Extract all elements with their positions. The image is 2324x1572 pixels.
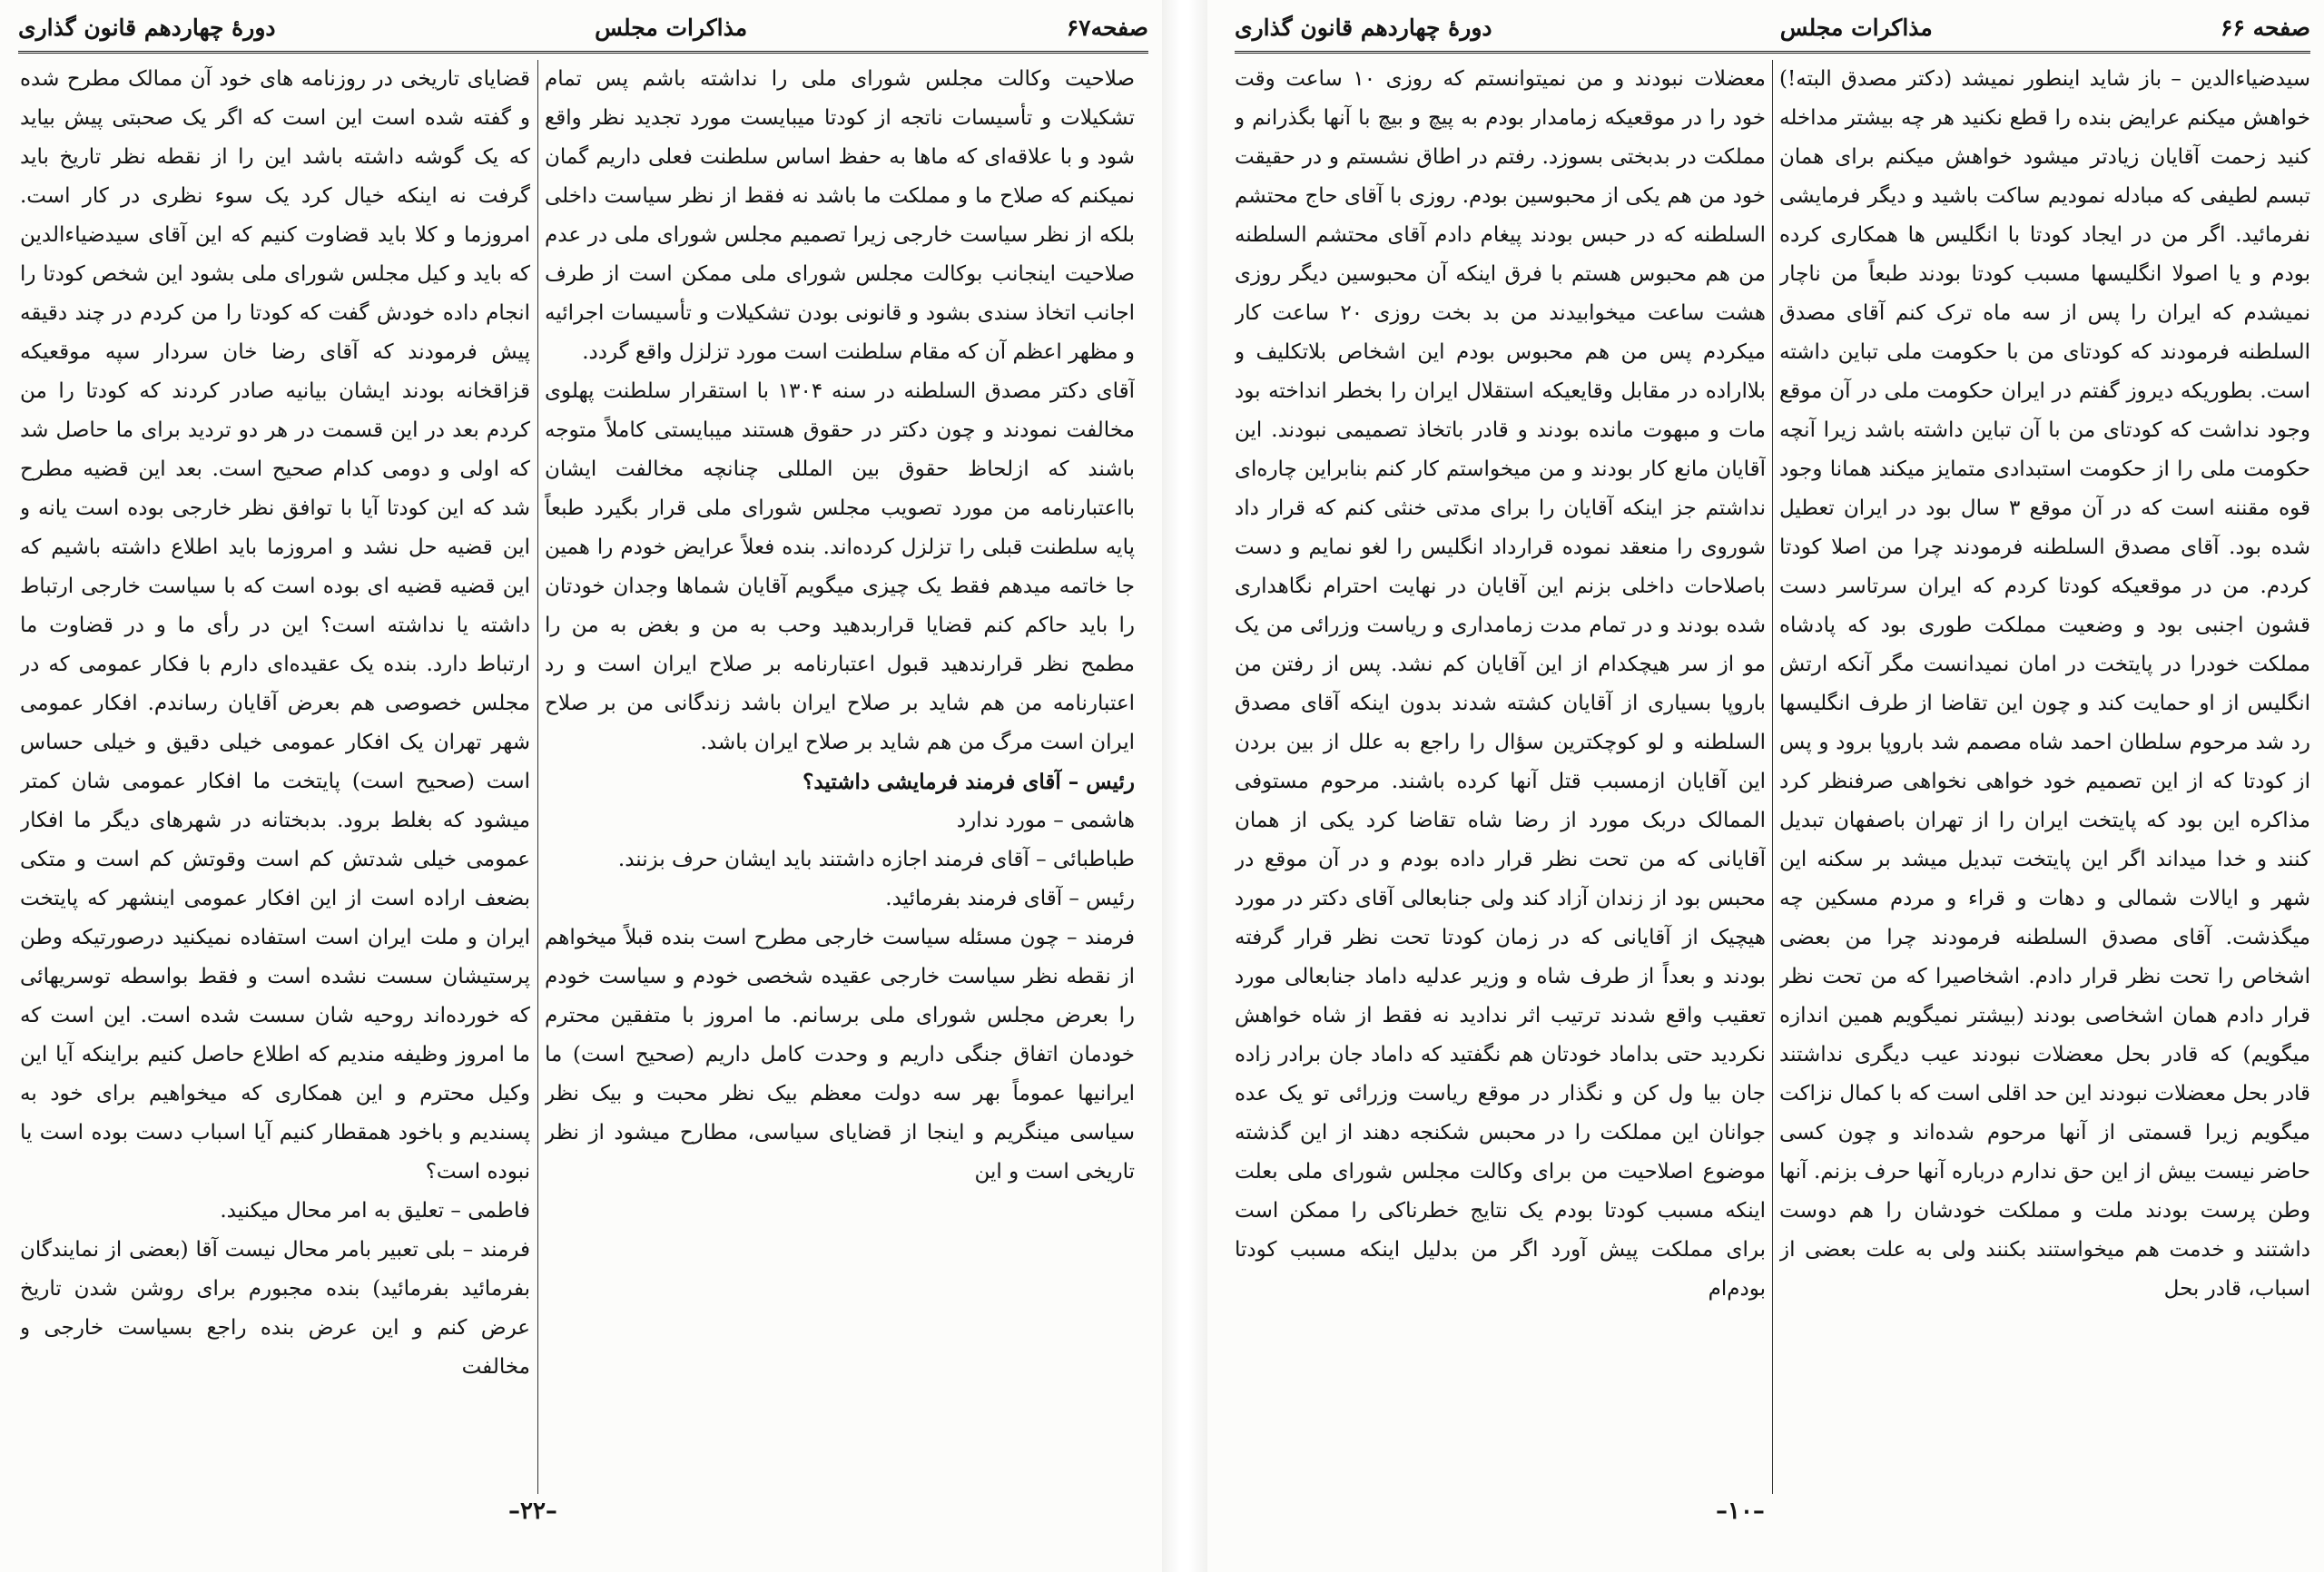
left-page-title: دورهٔ چهاردهم قانون گذاری: [18, 14, 276, 41]
right-page-title: دورهٔ چهاردهم قانون گذاری: [1235, 14, 1492, 41]
right-page-column-left: [1235, 60, 1766, 1476]
paragraph: فرمند – چون مسئله سیاست خارجی مطرح است بنده قبلاً میخواهم از نقطه نظر سیاست خارجی عقیده شخصی خودم و سیاست خودم را بعرض مجلس شورای ملی برسانم. ما امروز با متفقین محترم خودمان اتفاق جنگی داریم و وحدت کامل داریم (صحیح است) ما ایرانیها عموماً بهر سه دولت معظم بیک نظر محبت و بیک نظر سیاسی مینگریم و اینجا از قضایای سیاسی، مطارح میشود از نظر تاریخی است و این: [545, 926, 1135, 1184]
speaker-line: هاشمی – مورد ندارد: [956, 809, 1135, 832]
paragraph: قضایای تاریخی در روزنامه های خود آن ممالک مطرح شده و گفته شده است این است که اگر یک صحبتی پیش بیاید که یک گوشه داشته باشد این را از نقطه نظر تاریخ باید گرفت نه اینکه خیال کرد یک سوء نظری در کار است. امروزما و کلا باید قضاوت کنیم که این آقای سیدضیاءالدین که باید و کیل مجلس شورای ملی بشود این شخص کودتا را انجام داده خودش گفت که کودتا را من کردم در چند دقیقه پیش فرمودند که آقای رضا خان سردار سپه موقعیکه قزاقخانه بودند ایشان بیانیه صادر کردند که کودتا را من کردم بعد در این قسمت در هر دو تردید برای ما حاصل شد که اولی و دومی کدام صحیح است. بعد این قضیه مطرح شد که این کودتا آیا با توافق نظر خارجی بوده است یانه و این قضیه حل نشد و امروزما باید اطلاع داشته باشیم که این قضیه قضیه ای بوده است که با سیاست خارجی ارتباط داشته یا نداشته است؟ این در رأی ما و در قضاوت ما ارتباط دارد. بنده یک عقیده‌ای دارم با فکار عمومی که در مجلس خصوصی هم بعرض آقایان رساندم. افکار عمومی شهر تهران یک افکار عمومی خیلی دقیق و خیلی حساس است (صحیح است) پایتخت ما افکار عمومی شان کمتر میشود که بغلط برود. بدبختانه در شهرهای دیگر ما افکار عمومی خیلی شدتش کم است وقوتش کم است و متکی بضعف اراده است از این افکار عمومی اینشهر که پایتخت ایران و ملت ایران است استفاده نمیکنید درصورتیکه وطن پرستیشان سست نشده است و فقط بواسطه توسریهائی که خورده‌اند روحیه شان سست شده است. این است که ما امروز وظیفه مندیم که اطلاع حاصل کنیم براینکه آیا این وکیل محترم و این همکاری که میخواهیم برای خود به پسندیم و باخود همقطار کنیم آیا اسباب دست بوده است یا نبوده است؟: [20, 67, 530, 1184]
right-page-folio: –۱۰–: [1716, 1498, 1765, 1525]
book-gutter: [1162, 0, 1207, 1572]
right-header-rule: [1235, 51, 2310, 54]
speaker-line: طباطبائی – آقای فرمند اجازه داشتند باید ایشان حرف بزنند.: [617, 848, 1135, 871]
right-page-column-right: [1779, 60, 2310, 1476]
right-page-number: صفحه ۶۶: [2221, 14, 2310, 41]
paragraph: معضلات نبودند و من نمیتوانستم که روزی ۱۰ ساعت وقت خود را در موقعیکه زمامدار بودم به پیچ و بیچ با آنها بگذرانم و مملکت در بدبختی بسوزد. رفتم در اطاق نشستم و در حقیقت خود من هم یکی از محبوسین بودم. روزی با آقای حاج محتشم السلطنه که در حبس بودند پیغام دادم آقای محتشم السلطنه من هم محبوس هستم با فرق اینکه آن محبوسین دیگر روزی هشت ساعت میخوابیدند من بد بخت روزی ۲۰ ساعت کار میکردم پس من هم محبوس بودم این اشخاص بلاتکلیف و بلااراده در مقابل وقایعیکه استقلال ایران را بخطر انداخته بود مات و مبهوت مانده بودند و قادر باتخاذ تصمیمی نبودند. این آقایان مانع کار بودند و من میخواستم کار کنم بنابراین چاره‌ای نداشتم جز اینکه آقایان را برای مدتی خنثی کنم که قرار داد شوروی را منعقد نموده قرارداد انگلیس را لغو نمایم و دست باصلاحات داخلی بزنم این آقایان در نهایت احترام نگاهداری شده بودند و در تمام مدت زمامداری و ریاست وزرائی من یک مو از سر هیچکدام از این آقایان کم نشد. پس از رفتن من باروپا بسیاری از آقایان کشته شدند بدون اینکه آقای مصدق السلطنه و لو کوچکترین سؤال را راجع به علل از بین بردن این آقایان ازمسبب قتل آنها کرده باشند. مرحوم مستوفی الممالک دربک مورد از رضا شاه تقاضا کرد یکی از همان آقایانی که من تحت نظر قرار داده بودم و در آن موقع در محبس بود از زندان آزاد کند ولی جنابعالی آقای دکتر در مورد هیچیک از آقایانی که در زمان کودتا تحت نظر قرار گرفته بودند و بعداً از طرف شاه و وزیر عدلیه داماد جنابعالی مورد تعقیب واقع شدند ترتیب اثر ندادید نه فقط از شاه خواهش نکردید حتی بداماد خودتان هم نگفتید که داماد جان برادر زاده جان بیا ول کن و نگذار در موقع ریاست وزرائی تو یک عده جوانان این مملکت را در محبس شکنجه دهند از این گذشته موضوع اصلاحیت من برای وکالت مجلس شورای ملی بعلت اینکه مسبب کودتا بودم یک نتایج خطرناکی را ممکن است برای مملکت پیش آورد اگر من بدلیل اینکه مسبب کودتا بودم‌ام: [1235, 67, 1766, 1301]
speaker-line: رئیس – آقای فرمند فرمایشی داشتید؟: [803, 770, 1135, 794]
left-header-rule: [18, 51, 1148, 54]
paragraph: آقای دکتر مصدق السلطنه در سنه ۱۳۰۴ با استقرار سلطنت پهلوی مخالفت نمودند و چون دکتر در حقوق هستند میبایستی کاملاً متوجه باشند که ازلحاظ حقوق بین المللی چنانچه مخالفت ایشان بااعتبارنامه من مورد تصویب مجلس شورای ملی قرار بگیرد طبعاً پایه سلطنت قبلی را تزلزل کرده‌اند. بنده فعلاً عرایض خودم را همین جا خاتمه میدهم فقط یک چیزی میگویم آقایان شماها وجدان خودتان را باید حاکم کنم قضایا قراربدهید وحب به من و بغض به من را مطمح نظر قرارندهید قبول اعتبارنامه بر صلاح ایران است و رد اعتبارنامه من هم شاید بر صلاح ایران باشد زندگانی من بر صلاح ایران است مرگ من هم شاید بر صلاح ایران باشد.: [545, 379, 1135, 754]
right-page-center-heading: مذاکرات مجلس: [1779, 14, 1933, 41]
left-page-center-heading: مذاکرات مجلس: [595, 14, 748, 41]
left-page-number: صفحه۶۷: [1066, 14, 1148, 41]
right-page-header: [1235, 7, 2310, 47]
left-page-column-left: [20, 60, 530, 1476]
left-page-folio: –۲۲–: [508, 1498, 557, 1525]
speaker-line: فاطمی – تعلیق به امر محال میکنید.: [220, 1199, 530, 1223]
speaker-line: رئیس – آقای فرمند بفرمائید.: [885, 887, 1135, 910]
paragraph: سیدضیاءالدین – باز شاید اینطور نمیشد (دکتر مصدق البته!) خواهش میکنم عرایض بنده را قطع نکنید هر چه بیشتر مداخله کنید زحمت آقایان زیادتر میشود خواهش میکنم برای همان تبسم لطیفی که مبادله نمودیم ساکت باشید و دیگر فرمایشی نفرمائید. اگر من در ایجاد کودتا با انگلیس ها همکاری کرده بودم و یا اصولا انگلیسها مسبب کودتا بودند طبعاً من ناچار نمیشدم که ایران را پس از سه ماه ترک کنم آقای مصدق السلطنه فرمودند که کودتای من با حکومت ملی تباین داشته است. بطوریکه دیروز گفتم در ایران حکومت ملی در آن موقع وجود نداشت که کودتای من با آن تباین داشته باشد زیرا آنچه حکومت ملی را از حکومت استبدادی متمایز میکند همانا وجود قوه مقننه است که در آن موقع ۳ سال بود در ایران تعطیل شده بود. آقای مصدق السلطنه فرمودند چرا من اصلا کودتا کردم. من در موقعیکه کودتا کردم که ایران سرتاسر دست قشون اجنبی بود و وضعیت مملکت طوری بود که پادشاه مملکت خودرا در پایتخت در امان نمیدانست مگر آنکه ارتش انگلیس از او حمایت کند و چون این تقاضا از طرف انگلیسها رد شد مرحوم سلطان احمد شاه مصمم شد باروپا برود و پس از کودتا که از این تصمیم خود خواهی نخواهی صرفنظر کرد مذاکره این بود که پایتخت ایران را از تهران باصفهان تبدیل کنند و خدا میداند اگر این پایتخت تبدیل میشد بر سکنه این شهر و ایالات شمالی و دهات و قراء و مردم مسکین چه میگذشت. آقای مصدق السلطنه فرمودند چرا من بعضی اشخاص را تحت نظر قرار دادم. اشخاصیرا که من تحت نظر قرار دادم همان اشخاصی بودند (بیشتر نمیگویم همین اندازه میگویم) که قادر بحل معضلات نبودند عیب دیگری نداشتند قادر بحل معضلات نبودند این حد اقلی است که با کمال نزاکت میگویم زیرا قسمتی از آنها مرحوم شده‌اند و چون کسی حاضر نیست بیش از این حق ندارم درباره آنها حرف بزنم. آنها وطن پرست بودند ملت و مملکت خودشان را هم دوست داشتند و خدمت هم میخواستند بکنند ولی به علت بعضی از اسباب، قادر بحل: [1779, 67, 2310, 1301]
paragraph: صلاحیت وکالت مجلس شورای ملی را نداشته باشم پس تمام تشکیلات و تأسیسات ناتجه از کودتا میبایست مورد تجدید نظر واقع شود و با علاقه‌ای که ماها به حفظ اساس سلطنت فعلی داریم گمان نمیکنم که صلاح ما و مملکت ما باشد نه فقط از نظر سیاست داخلی بلکه از نظر سیاست خارجی زیرا تصمیم مجلس شورای ملی در عدم صلاحیت اینجانب بوکالت مجلس شورای ملی ممکن است از طرف اجانب اتخاذ سندی بشود و قانونی بودن تشکیلات و تأسیسات اجرائیه و مظهر اعظم آن که مقام سلطنت است مورد تزلزل واقع گردد.: [545, 67, 1135, 364]
left-page-column-right: [545, 60, 1135, 1476]
left-page-header: [18, 7, 1148, 47]
paragraph: فرمند – بلی تعبیر بامر محال نیست آقا (بعضی از نمایندگان بفرمائید بفرمائید) بنده مجبورم برای روشن شدن تاریخ عرض کنم و این عرض بنده راجع بسیاست خارجی و مخالفت: [20, 1238, 530, 1379]
right-column-divider: [1772, 60, 1773, 1494]
left-column-divider: [537, 60, 538, 1494]
right-page: [1207, 0, 2324, 1572]
